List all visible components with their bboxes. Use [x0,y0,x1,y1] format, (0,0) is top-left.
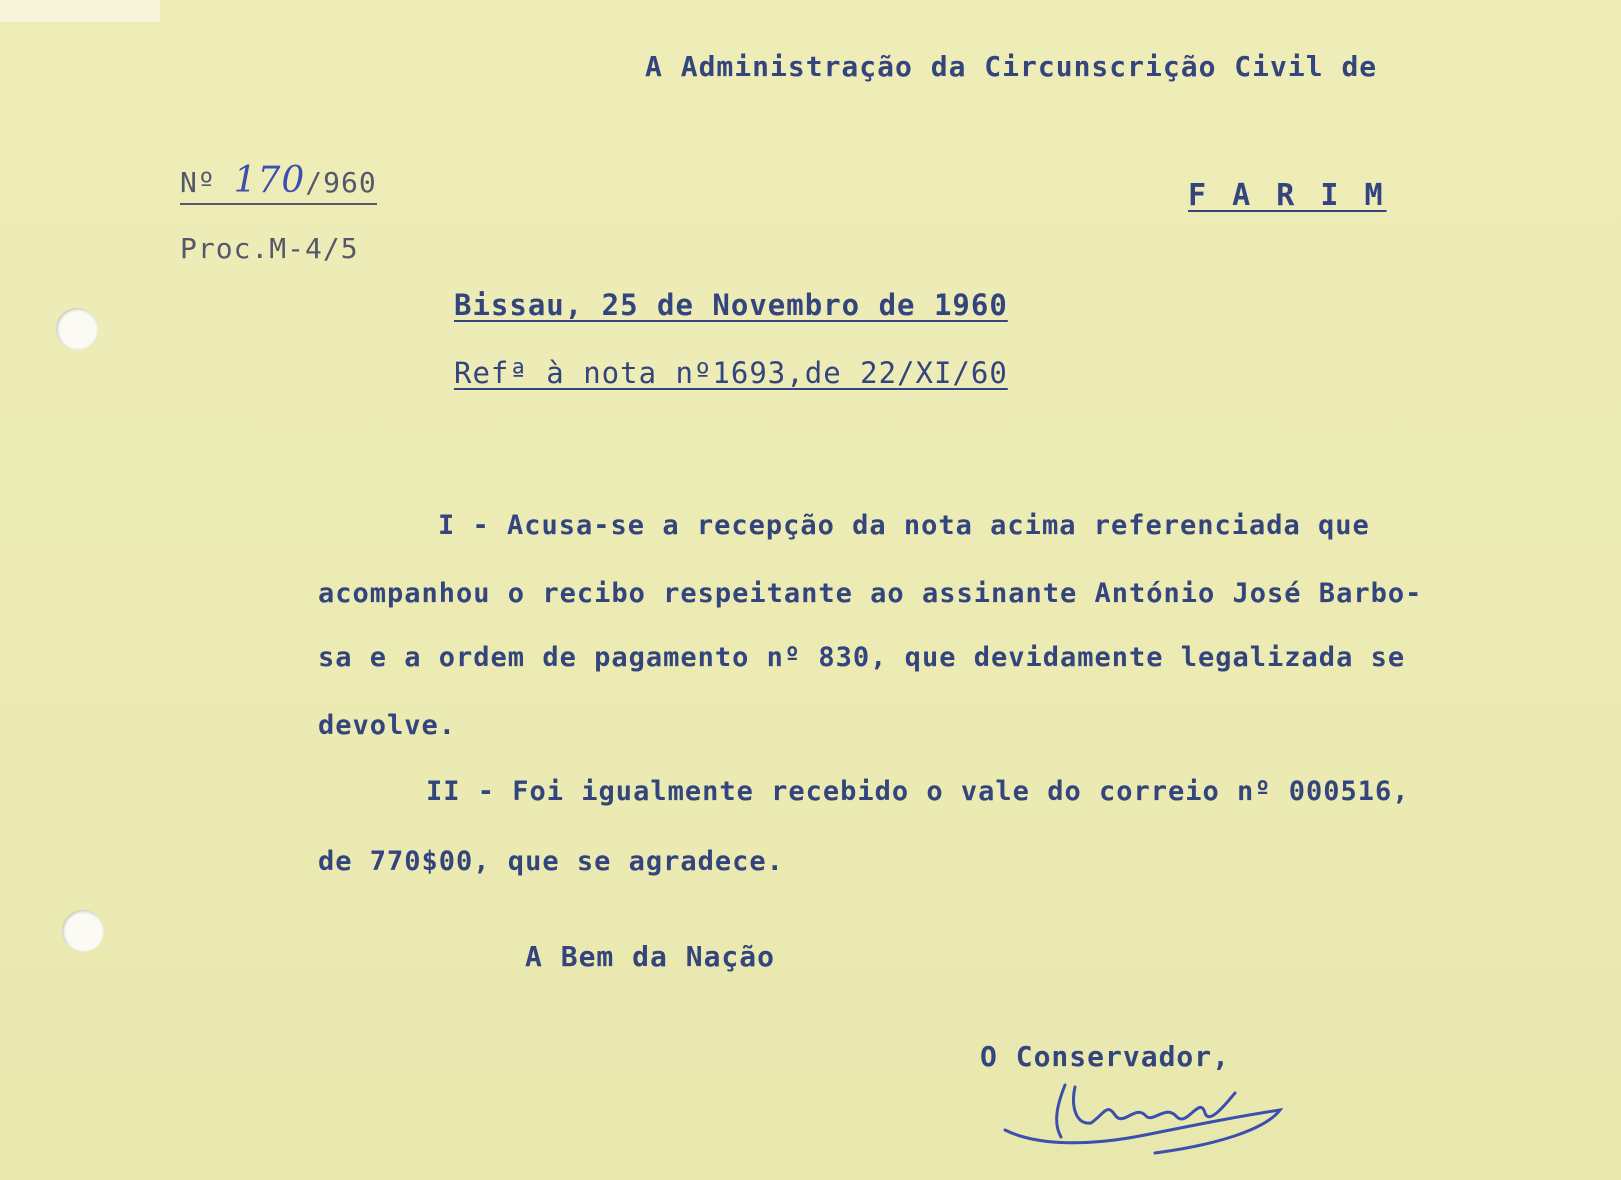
punch-hole-top [56,308,98,350]
reference-number [180,160,377,205]
paper-edge [0,0,160,22]
body-line-1: I - Acusa-se a recepção da nota acima referenciada que [438,510,1370,541]
date-line: Bissau, 25 de Novembro de 1960 [454,288,1008,322]
number-prefix: Nº [180,166,216,199]
body-line-2: acompanhou o recibo respeitante ao assinante António José Barbo- [318,578,1423,609]
closing-salutation: A Bem da Nação [525,940,776,973]
reference-note-line: Refª à nota nº1693,de 22/XI/60 [454,356,1008,390]
body-line-5: II - Foi igualmente recebido o vale do correio nº 000516, [426,776,1410,807]
body-line-3: sa e a ordem de pagamento nº 830, que devidamente legalizada se [318,642,1406,673]
signatory-title: O Conservador, [980,1040,1231,1073]
number-handwritten: 170 [233,160,306,201]
punch-hole-bottom [62,910,104,952]
process-number: Proc.M-4/5 [180,232,359,265]
body-line-4: devolve. [318,710,457,741]
destination-place: F A R I M [1188,178,1387,213]
addressee-line: A Administração da Circunscrição Civil de [645,50,1378,83]
number-suffix: /960 [305,166,377,199]
body-line-6: de 770$00, que se agradece. [318,846,784,877]
signature [995,1075,1295,1165]
